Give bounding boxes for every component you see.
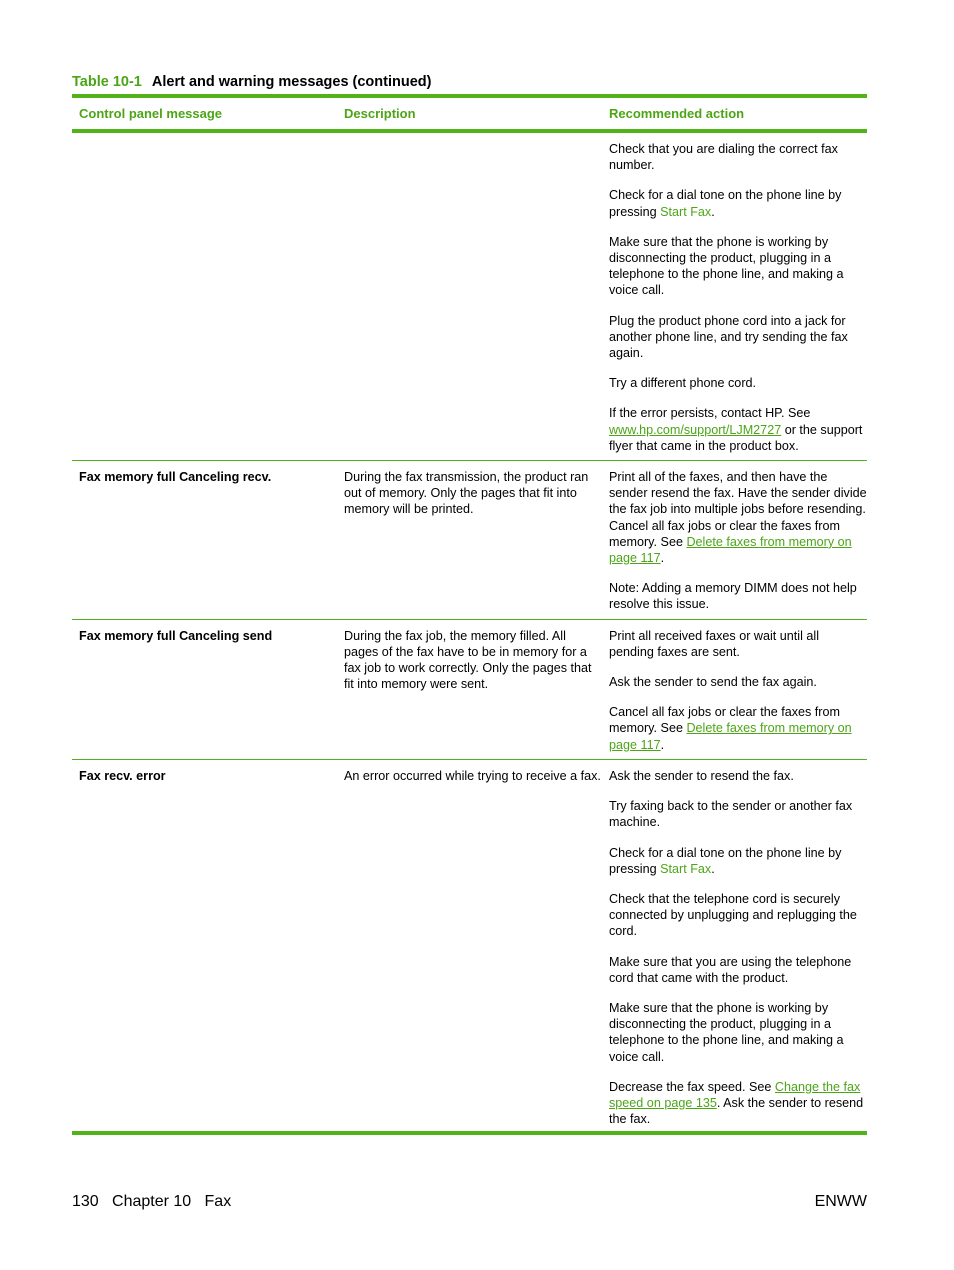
- action-text: Decrease the fax speed. See: [609, 1079, 775, 1094]
- action-paragraph: [609, 674, 867, 690]
- action-paragraph: [609, 628, 867, 660]
- action-text: Print all of the faxes, and then have the sender resend the fax. Have the sender divide the fax job into multiple jobs before resending. Cancel all fax jobs or clear the faxes from memory. See: [609, 470, 867, 549]
- message-description: An error occurred while trying to receive a fax.: [344, 768, 601, 783]
- action-text: Check that the telephone cord is securely connected by unplugging and replugging the cord.: [609, 891, 857, 939]
- action-text: Cancel all fax jobs or clear the faxes from memory. See: [609, 705, 840, 736]
- table-body: [72, 133, 867, 1135]
- cross-reference-link[interactable]: www.hp.com/support/LJM2727: [609, 422, 782, 437]
- control-panel-message: Fax memory full Canceling send: [79, 628, 273, 643]
- recommended-action: [602, 469, 867, 613]
- table-row: [72, 760, 867, 1135]
- recommended-action: [602, 628, 867, 753]
- table-row: [72, 133, 867, 461]
- action-text: Make sure that you are using the telephone cord that came with the product.: [609, 954, 852, 985]
- action-text: Plug the product phone cord into a jack for another phone line, and try sending the fax again.: [609, 313, 848, 361]
- message-description: During the fax transmission, the product ran out of memory. Only the pages that fit into memory will be printed.: [344, 470, 589, 517]
- alert-messages-table: [72, 94, 867, 1135]
- control-panel-message: Fax recv. error: [79, 768, 166, 783]
- action-paragraph: [609, 313, 867, 362]
- action-text: Ask the sender to resend the fax.: [609, 768, 794, 783]
- cross-reference-link[interactable]: Delete faxes from memory on page 117: [609, 721, 852, 752]
- message-description: During the fax job, the memory filled. All pages of the fax have to be in memory for a fax job to work correctly. Only the pages that fit into memory were sent.: [344, 628, 592, 692]
- action-text: .: [660, 737, 665, 752]
- action-text: Ask the sender to send the fax again.: [609, 675, 817, 690]
- action-paragraph: [609, 469, 867, 566]
- button-name-reference: Start Fax: [660, 861, 712, 876]
- action-paragraph: [609, 187, 867, 219]
- action-paragraph: [609, 1079, 867, 1128]
- action-text: . Ask the sender to resend the fax.: [609, 1095, 864, 1127]
- action-text: Try faxing back to the sender or another fax machine.: [609, 799, 853, 830]
- action-text: Make sure that the phone is working by disconnecting the product, plugging in a telephone to the phone line, and making a voice call.: [609, 1000, 844, 1064]
- action-text: .: [660, 551, 665, 566]
- table-header-row: [72, 98, 867, 133]
- action-paragraph: [609, 141, 867, 173]
- message-description: [337, 141, 602, 454]
- action-paragraph: [609, 234, 867, 299]
- header-description: Description: [344, 106, 416, 121]
- cross-reference-link[interactable]: Change the fax speed on page 135: [609, 1079, 861, 1110]
- button-name-reference: Start Fax: [660, 204, 712, 219]
- header-control-panel-message: Control panel message: [79, 106, 223, 121]
- page-footer-right: ENWW: [814, 1193, 867, 1210]
- table-title: Alert and warning messages (continued): [151, 74, 432, 90]
- action-text: Print all received faxes or wait until all pending faxes are sent.: [609, 628, 819, 659]
- action-paragraph: [609, 1000, 867, 1065]
- table-number: Table 10-1: [72, 74, 142, 90]
- action-paragraph: [609, 580, 867, 612]
- action-paragraph: [609, 768, 867, 784]
- recommended-action: [602, 141, 867, 454]
- control-panel-message: Fax memory full Canceling recv.: [79, 470, 272, 485]
- action-text: If the error persists, contact HP. See: [609, 406, 811, 421]
- page-footer-left: 130 Chapter 10 Fax: [72, 1193, 232, 1210]
- action-paragraph: [609, 798, 867, 830]
- action-text: Check that you are dialing the correct fax number.: [609, 142, 838, 173]
- action-text: .: [711, 861, 715, 876]
- action-text: or the support flyer that came in the product box.: [609, 422, 863, 453]
- action-text: Try a different phone cord.: [609, 376, 757, 391]
- cross-reference-link[interactable]: Delete faxes from memory on page 117: [609, 534, 852, 566]
- control-panel-message: [72, 141, 337, 454]
- action-text: Make sure that the phone is working by disconnecting the product, plugging in a telephone to the phone line, and making a voice call.: [609, 234, 844, 298]
- action-paragraph: [609, 704, 867, 753]
- action-paragraph: [609, 954, 867, 986]
- action-text: Check for a dial tone on the phone line by pressing: [609, 188, 842, 219]
- header-recommended-action: Recommended action: [609, 106, 745, 121]
- table-row: [72, 620, 867, 760]
- action-paragraph: [609, 845, 867, 877]
- action-paragraph: [609, 891, 867, 940]
- action-paragraph: [609, 405, 867, 454]
- action-text: .: [711, 204, 715, 219]
- action-text: Note: Adding a memory DIMM does not help resolve this issue.: [609, 581, 857, 612]
- action-paragraph: [609, 375, 867, 391]
- table-row: [72, 461, 867, 620]
- recommended-action: [602, 768, 867, 1127]
- table-caption: [72, 74, 431, 90]
- action-text: Check for a dial tone on the phone line by pressing: [609, 845, 842, 876]
